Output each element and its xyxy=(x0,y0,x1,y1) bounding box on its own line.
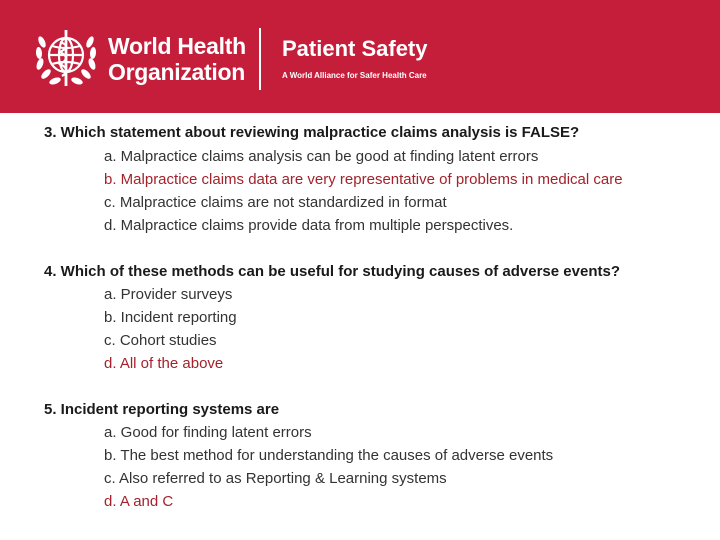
question-5-option-b: b. The best method for understanding the causes of adverse events xyxy=(104,447,554,464)
question-4-option-d: d. All of the above xyxy=(104,355,224,372)
program-subtitle: A World Alliance for Safer Health Care xyxy=(282,71,427,80)
question-3-option-a: a. Malpractice claims analysis can be good at finding latent errors xyxy=(104,148,539,165)
org-name-line2: Organization xyxy=(108,59,245,85)
question-5-option-a: a. Good for finding latent errors xyxy=(104,424,312,441)
question-5: 5. Incident reporting systems are xyxy=(44,401,280,418)
question-5-option-c: c. Also referred to as Reporting & Learning systems xyxy=(104,470,447,487)
org-name-line1: World Health xyxy=(108,33,246,59)
question-5-option-d: d. A and C xyxy=(104,493,174,510)
question-4-option-b: b. Incident reporting xyxy=(104,309,237,326)
question-4-option-a: a. Provider surveys xyxy=(104,286,233,303)
question-4: 4. Which of these methods can be useful for studying causes of adverse events? xyxy=(44,263,620,280)
program-title: Patient Safety xyxy=(282,36,428,61)
question-3-option-d: d. Malpractice claims provide data from multiple perspectives. xyxy=(104,217,514,234)
question-3-option-c: c. Malpractice claims are not standardized in format xyxy=(104,194,447,211)
question-4-option-c: c. Cohort studies xyxy=(104,332,217,349)
question-3: 3. Which statement about reviewing malpractice claims analysis is FALSE? xyxy=(44,124,580,141)
question-3-option-b: b. Malpractice claims data are very representative of problems in medical care xyxy=(104,171,623,188)
